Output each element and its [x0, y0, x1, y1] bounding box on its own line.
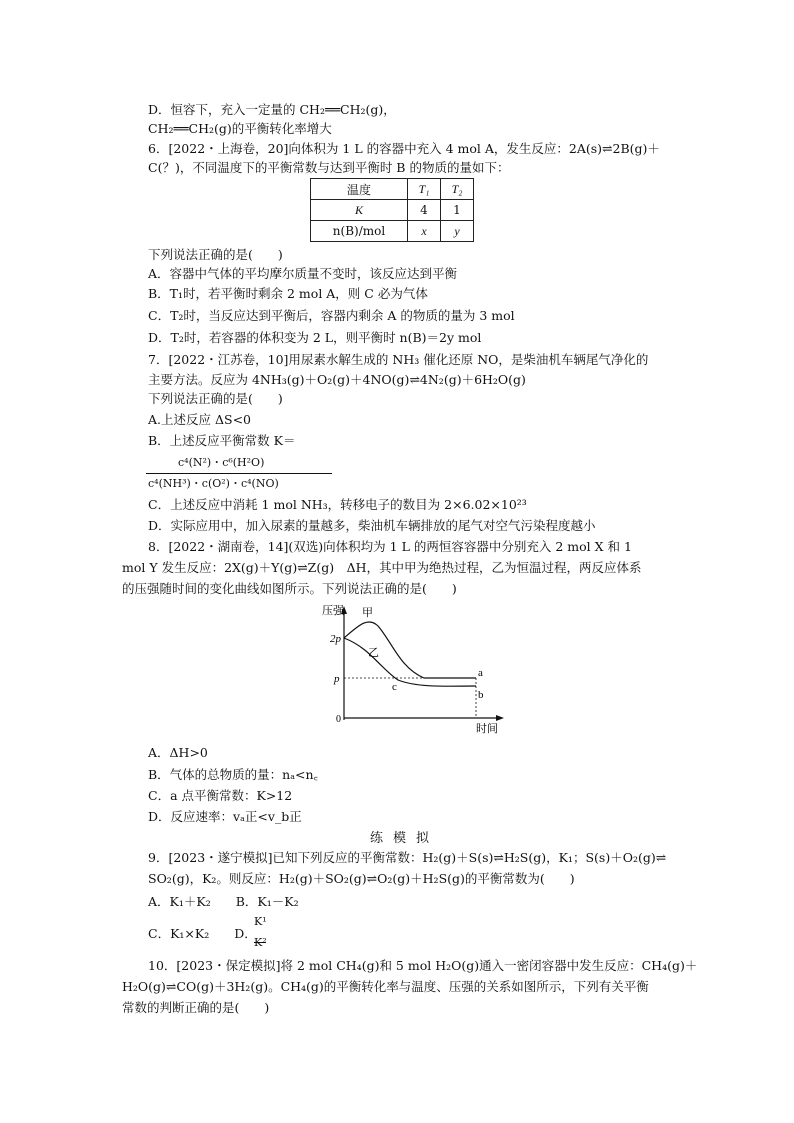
question-6-line-2: C(？)，不同温度下的平衡常数与达到平衡时 B 的物质的量如下： [148, 160, 510, 175]
table-header-cell: T₁ [408, 179, 441, 200]
question-6-line-1: 6．[2022・上海卷，20]向体积为 1 L 的容器中充入 4 mol A，发生反应：2A(s)⇌2B(g)＋ [148, 141, 660, 156]
equilibrium-table [310, 178, 474, 242]
table-cell: 4 [408, 200, 441, 221]
table-row [311, 200, 474, 221]
fraction-bar [146, 473, 332, 474]
question-7-option-b: B．上述反应平衡常数 K＝ [148, 433, 296, 448]
table-cell: K [311, 200, 408, 221]
tick-2p-label: 2p [330, 633, 341, 645]
curve-yi-label: 乙 [368, 646, 379, 659]
curve-yi [344, 638, 476, 686]
question-8-option-d: D．反应速率：vₐ正<v_b正 [148, 809, 302, 824]
question-6-prompt: 下列说法正确的是( ) [148, 247, 283, 262]
equilibrium-constant-denominator: c⁴(NH³)・c(O²)・c⁴(NO) [148, 477, 279, 490]
question-6-option-d: D．T₂时，若容器的体积变为 2 L，则平衡时 n(B)＝2y mol [148, 330, 482, 345]
table-header-row [311, 179, 474, 200]
tick-p-label: p [334, 673, 340, 685]
table-row [311, 221, 474, 242]
curve-jia-label: 甲 [362, 606, 373, 619]
table-header-cell: 温度 [311, 179, 408, 200]
question-7-line-2: 主要方法。反应为 4NH₃(g)＋O₂(g)＋4NO(g)⇌4N₂(g)＋6H₂O(g) [148, 372, 526, 387]
question-8-line-2: mol Y 发生反应：2X(g)＋Y(g)⇌Z(g) ΔH，其中甲为绝热过程，乙为恒温过程，两反应体系 [122, 560, 642, 575]
equilibrium-constant-numerator: c⁴(N²)・c⁶(H²O) [178, 456, 265, 469]
pressure-time-graph [300, 598, 510, 738]
question-7-option-d: D．实际应用中，加入尿素的量越多，柴油机车辆排放的尾气对空气污染程度越小 [148, 518, 596, 533]
question-8-line-3: 的压强随时间的变化曲线如图所示。下列说法正确的是( ) [122, 581, 457, 596]
option-d-denominator: K² [254, 936, 267, 949]
question-8-option-b: B．气体的总物质的量：nₐ<n꜀ [148, 767, 318, 782]
option-d-line-1: D．恒容下，充入一定量的 CH₂══CH₂(g)， [148, 102, 396, 117]
question-10-line-2: H₂O(g)⇌CO(g)＋3H₂(g)。CH₄(g)的平衡转化率与温度、压强的关系如图所示，下列有关平衡 [122, 979, 649, 994]
question-9-line-1: 9．[2023・遂宁模拟]已知下列反应的平衡常数：H₂(g)＋S(s)⇌H₂S(g)，K₁；S(s)＋O₂(g)⇌ [148, 850, 667, 865]
table-cell: n(B)/mol [311, 221, 408, 242]
x-axis-label: 时间 [476, 722, 498, 735]
question-7-line-1: 7．[2022・江苏卷，10]用尿素水解生成的 NH₃ 催化还原 NO，是柴油机车辆尾气净化的 [148, 352, 649, 367]
question-6-option-b: B．T₁时，若平衡时剩余 2 mol A，则 C 必为气体 [148, 286, 428, 301]
question-10-line-3: 常数的判断正确的是( ) [122, 1000, 270, 1015]
table-cell: x [408, 221, 441, 242]
question-8-option-c: C．a 点平衡常数：K>12 [148, 788, 293, 803]
question-9-line-2: SO₂(g)，K₂。则反应：H₂(g)＋SO₂(g)⇌O₂(g)＋H₂S(g)的平衡常数为( ) [148, 871, 575, 886]
option-d-numerator: K¹ [254, 915, 267, 928]
table-header-cell: T₂ [441, 179, 474, 200]
question-8-option-a: A．ΔH>0 [148, 745, 208, 760]
point-a-label: a [478, 667, 483, 679]
question-8-line-1: 8．[2022・湖南卷，14](双选)向体积均为 1 L 的两恒容容器中分别充入 2 mol X 和 1 [148, 539, 632, 554]
question-9-options-ab: A．K₁＋K₂ B．K₁－K₂ [148, 894, 299, 909]
table-cell: 1 [441, 200, 474, 221]
question-6-option-c: C．T₂时，当反应达到平衡后，容器内剩余 A 的物质的量为 3 mol [148, 308, 515, 323]
question-7-option-a: A.上述反应 ΔS<0 [148, 412, 251, 427]
y-axis-label: 压强 [322, 604, 344, 617]
question-7-option-c: C．上述反应中消耗 1 mol NH₃，转移电子的数目为 2×6.02×10²³ [148, 497, 527, 512]
option-d-line-2: CH₂══CH₂(g)的平衡转化率增大 [148, 121, 332, 136]
section-heading: 练模拟 [370, 831, 440, 846]
x-axis-arrow [496, 715, 504, 721]
question-10-line-1: 10．[2023・保定模拟]将 2 mol CH₄(g)和 5 mol H₂O(g)通入一密闭容器中发生反应：CH₄(g)＋ [148, 958, 698, 973]
question-7-prompt: 下列说法正确的是( ) [148, 391, 283, 406]
table-cell: y [441, 221, 474, 242]
question-6-option-a: A．容器中气体的平均摩尔质量不变时，该反应达到平衡 [148, 266, 458, 281]
question-9-options-cd: C．K₁×K₂ D． [148, 926, 257, 941]
point-b-label: b [478, 689, 484, 701]
origin-label: 0 [336, 714, 341, 725]
point-c-label: c [392, 681, 397, 693]
